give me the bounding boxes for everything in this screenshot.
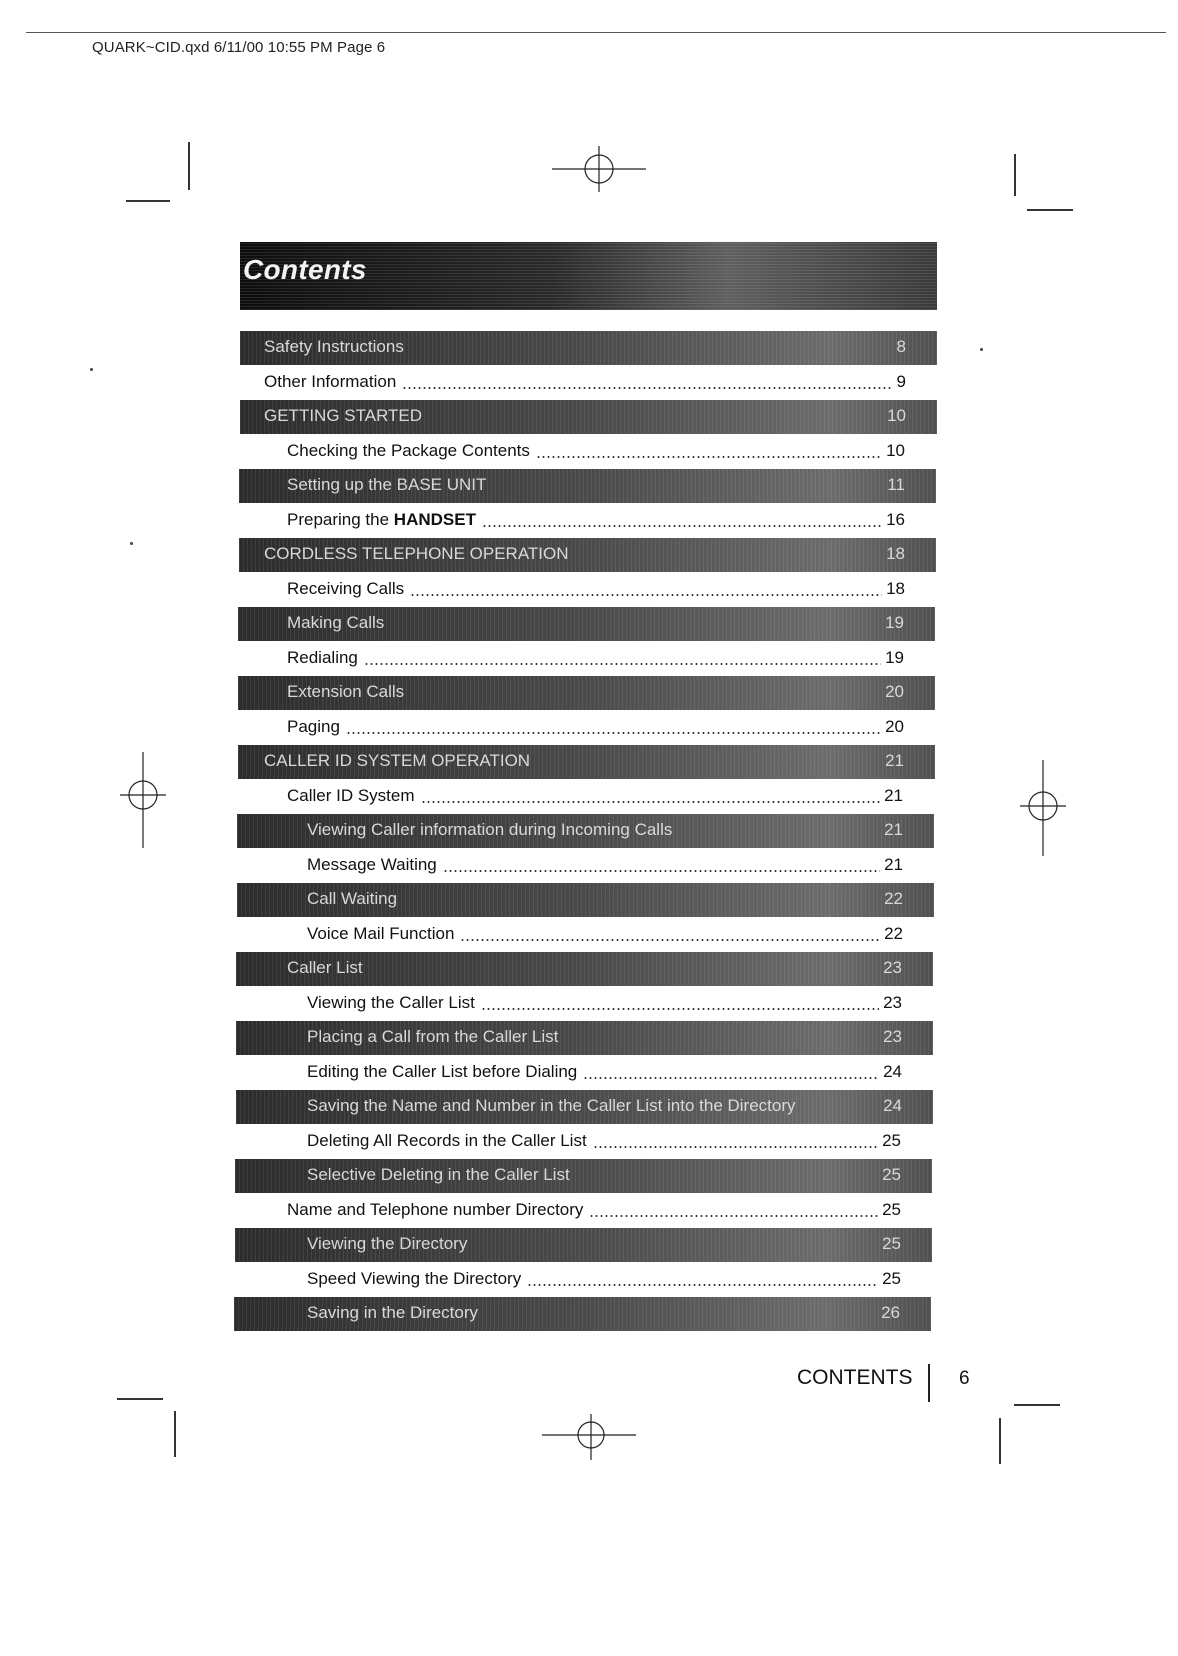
toc-entry-page: 21 xyxy=(884,786,903,805)
toc-entry-page: 19 xyxy=(885,648,904,667)
toc-entry xyxy=(235,1263,932,1297)
registration-mark-icon xyxy=(538,1412,638,1462)
toc-entry-title: Setting up the BASE UNIT xyxy=(287,475,487,494)
toc-entry-page: 11 xyxy=(887,475,905,494)
toc-entry-page: 18 xyxy=(886,579,905,598)
toc-entry xyxy=(234,1297,931,1331)
dot-leader xyxy=(443,870,880,872)
toc-entry-page: 10 xyxy=(887,406,906,425)
crop-mark xyxy=(188,142,190,190)
toc-entry-page: 16 xyxy=(886,510,905,529)
toc-entry-title: GETTING STARTED xyxy=(264,406,423,425)
toc-entry-title: Speed Viewing the Directory xyxy=(307,1269,522,1288)
toc-entry-title: Message Waiting xyxy=(307,855,437,874)
toc-entry-title: Extension Calls xyxy=(287,682,405,701)
toc-entry xyxy=(235,1194,932,1228)
toc-entry-title: Saving in the Directory xyxy=(307,1303,479,1322)
toc-entry xyxy=(240,400,937,434)
crop-mark xyxy=(1014,154,1016,196)
toc-entry-page: 10 xyxy=(886,441,905,460)
toc-entry xyxy=(239,573,936,607)
toc-entry-title: Saving the Name and Number in the Caller List into the Directory xyxy=(307,1096,796,1115)
registration-mark-icon xyxy=(1018,758,1068,858)
toc-entry-title: Call Waiting xyxy=(307,889,398,908)
toc-entry-page: 9 xyxy=(896,372,906,391)
dot-leader xyxy=(536,456,882,458)
dot-leader xyxy=(527,1284,878,1286)
toc-entry-title: Other Information xyxy=(264,372,397,391)
toc-entry-title: Safety Instructions xyxy=(264,337,404,356)
toc-entry-page: 20 xyxy=(885,717,904,736)
toc-entry-page: 8 xyxy=(896,337,906,356)
dot-leader xyxy=(402,387,892,389)
toc-entry-page: 25 xyxy=(882,1200,901,1219)
toc-entry-page: 25 xyxy=(882,1165,901,1184)
header-rule xyxy=(26,32,1166,33)
page-title: Contents xyxy=(243,254,367,285)
toc-entry xyxy=(237,883,934,917)
toc-entry xyxy=(237,814,934,848)
toc-entry-page: 21 xyxy=(884,820,903,839)
toc-entry xyxy=(239,504,936,538)
toc-entry xyxy=(238,745,935,779)
toc-entry-title: Selective Deleting in the Caller List xyxy=(307,1165,570,1184)
toc-entry xyxy=(239,435,936,469)
dot-leader xyxy=(421,801,881,803)
dot-leader xyxy=(346,732,881,734)
toc-entry xyxy=(236,1021,933,1055)
toc-entry xyxy=(235,1228,932,1262)
toc-entry xyxy=(239,538,936,572)
toc-entry-title: Viewing the Caller List xyxy=(307,993,475,1012)
toc-entry-title: Receiving Calls xyxy=(287,579,405,598)
crop-mark xyxy=(1014,1404,1060,1406)
toc-entry-page: 21 xyxy=(885,751,904,770)
contents-title-band xyxy=(240,242,937,310)
toc-entry xyxy=(235,1159,932,1193)
toc-entry-page: 23 xyxy=(883,958,902,977)
toc-entry xyxy=(238,676,935,710)
toc-entry-page: 22 xyxy=(884,889,903,908)
print-slug: QUARK~CID.qxd 6/11/00 10:55 PM Page 6 xyxy=(92,39,386,56)
toc-entry-title: Paging xyxy=(287,717,340,736)
toc-entry-title: Preparing the HANDSET xyxy=(287,510,476,529)
toc-entry-title: Viewing Caller information during Incoming Calls xyxy=(307,820,673,839)
toc-entry xyxy=(236,1090,933,1124)
toc-entry-title: Making Calls xyxy=(287,613,385,632)
toc-entry xyxy=(237,780,934,814)
dot-leader xyxy=(583,1077,879,1079)
dot-leader xyxy=(593,1146,878,1148)
toc-entry-title: Editing the Caller List before Dialing xyxy=(307,1062,578,1081)
toc-entry xyxy=(238,607,935,641)
toc-entry-page: 21 xyxy=(884,855,903,874)
toc-entry xyxy=(239,469,936,503)
toc-entry xyxy=(238,642,935,676)
dot-leader xyxy=(364,663,881,665)
crop-mark xyxy=(126,200,170,202)
crop-mark xyxy=(999,1418,1001,1464)
crop-mark xyxy=(1027,209,1073,211)
toc-entry xyxy=(236,987,933,1021)
toc-entry-title: Deleting All Records in the Caller List xyxy=(307,1131,587,1150)
toc-entry xyxy=(240,366,937,400)
margin-speck xyxy=(130,542,133,545)
toc-entry xyxy=(235,1125,932,1159)
toc-entry-title: Placing a Call from the Caller List xyxy=(307,1027,559,1046)
toc-entry-page: 18 xyxy=(886,544,905,563)
toc-entry-page: 24 xyxy=(883,1096,902,1115)
toc-entry-title: CORDLESS TELEPHONE OPERATION xyxy=(264,544,569,563)
toc-entry-title: Voice Mail Function xyxy=(307,924,455,943)
footer-section-label: CONTENTS xyxy=(797,1366,913,1389)
toc-entry-title: CALLER ID SYSTEM OPERATION xyxy=(264,751,531,770)
toc-entry-page: 23 xyxy=(883,993,902,1012)
toc-entry-page: 22 xyxy=(884,924,903,943)
crop-mark xyxy=(117,1398,163,1400)
margin-speck xyxy=(980,348,983,351)
registration-mark-icon xyxy=(548,144,648,194)
dot-leader xyxy=(410,594,882,596)
dot-leader xyxy=(460,939,880,941)
dot-leader xyxy=(482,525,882,527)
toc-entry-page: 19 xyxy=(885,613,904,632)
toc-entry xyxy=(237,918,934,952)
toc-entry-title: Checking the Package Contents xyxy=(287,441,530,460)
toc-entry-page: 26 xyxy=(881,1303,900,1322)
toc-entry-bold-term: HANDSET xyxy=(393,510,476,529)
toc-entry-title: Redialing xyxy=(287,648,358,667)
toc-entry xyxy=(240,331,937,365)
dot-leader xyxy=(589,1215,878,1217)
toc-entry-page: 25 xyxy=(882,1131,901,1150)
toc-entry-title: Name and Telephone number Directory xyxy=(287,1200,584,1219)
toc-entry-title: Caller List xyxy=(287,958,363,977)
toc-entry-page: 24 xyxy=(883,1062,902,1081)
margin-speck xyxy=(90,368,93,371)
toc-entry xyxy=(237,849,934,883)
footer-divider xyxy=(928,1364,930,1402)
page-number: 6 xyxy=(959,1368,970,1389)
toc-entry-page: 20 xyxy=(885,682,904,701)
toc-entry xyxy=(236,952,933,986)
crop-mark xyxy=(174,1411,176,1457)
toc-entry-page: 23 xyxy=(883,1027,902,1046)
registration-mark-icon xyxy=(118,750,168,850)
toc-entry-page: 25 xyxy=(882,1234,901,1253)
toc-entry-page: 25 xyxy=(882,1269,901,1288)
toc-entry xyxy=(236,1056,933,1090)
dot-leader xyxy=(481,1008,879,1010)
toc-entry-title: Viewing the Directory xyxy=(307,1234,468,1253)
toc-entry xyxy=(238,711,935,745)
toc-entry-title: Caller ID System xyxy=(287,786,415,805)
